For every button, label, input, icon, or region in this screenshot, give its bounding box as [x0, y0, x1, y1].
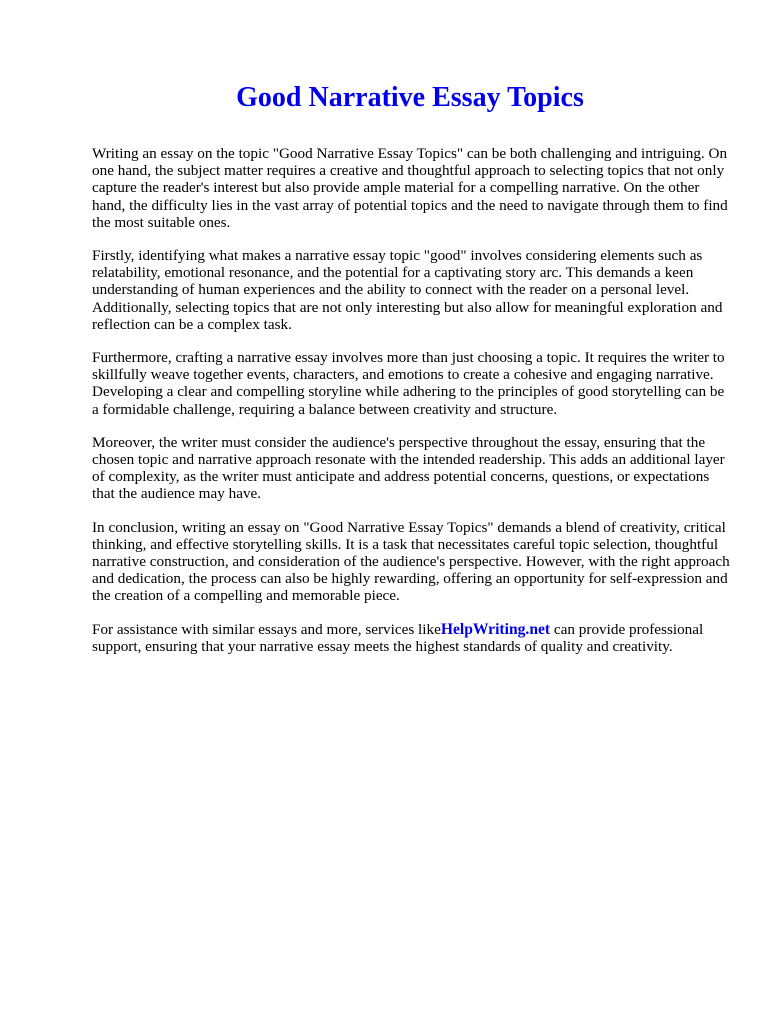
- closing-text-after-link: can provide professional support, ensuring that your narrative essay meets the highest standards of quality and creativity.: [92, 620, 704, 655]
- helpwriting-link[interactable]: HelpWriting.net: [440, 620, 551, 638]
- page-title: Good Narrative Essay Topics: [236, 82, 584, 113]
- paragraph-conclusion: In conclusion, writing an essay on "Good Narrative Essay Topics" demands a blend of creativity, critical thinking, and effective storytelling skills. It is a task that necessitates careful topic selection, thoughtful narrative construction, and consideration of the audience's perspective. However, with the right approach and dedication, the process can also be highly rewarding, offering an opportunity for self-expression and the creation of a compelling and memorable piece.: [92, 518, 730, 605]
- closing-text-before-link: For assistance with similar essays and more, services like: [92, 620, 441, 638]
- paragraph-firstly: Firstly, identifying what makes a narrative essay topic "good" involves considering elements such as relatability, emotional resonance, and the potential for a captivating story arc. This demands a keen understanding of human experiences and the ability to connect with the reader on a personal level. Additionally, selecting topics that are not only interesting but also allow for meaningful exploration and reflection can be a complex task.: [92, 247, 723, 333]
- paragraph-furthermore: Furthermore, crafting a narrative essay involves more than just choosing a topic. It requires the writer to skillfully weave together events, characters, and emotions to create a cohesive and engaging narrative. Developing a clear and compelling storyline while adhering to the principles of good storytelling can be a formidable challenge, requiring a balance between creativity and structure.: [92, 349, 725, 418]
- essay-body: [92, 145, 732, 671]
- paragraph-intro: Writing an essay on the topic "Good Narrative Essay Topics" can be both challenging and intriguing. On one hand, the subject matter requires a creative and thoughtful approach to selecting topics that not only capture the reader's interest but also provide ample material for a compelling narrative. On the other hand, the difficulty lies in the vast array of potential topics and the need to navigate through them to find the most suitable ones.: [92, 145, 728, 231]
- paragraph-moreover: Moreover, the writer must consider the audience's perspective throughout the essay, ensuring that the chosen topic and narrative approach resonate with the intended readership. This adds an additional layer of complexity, as the writer must anticipate and address potential concerns, questions, or expectations that the audience may have.: [92, 433, 725, 503]
- paragraph-closing: [92, 621, 732, 655]
